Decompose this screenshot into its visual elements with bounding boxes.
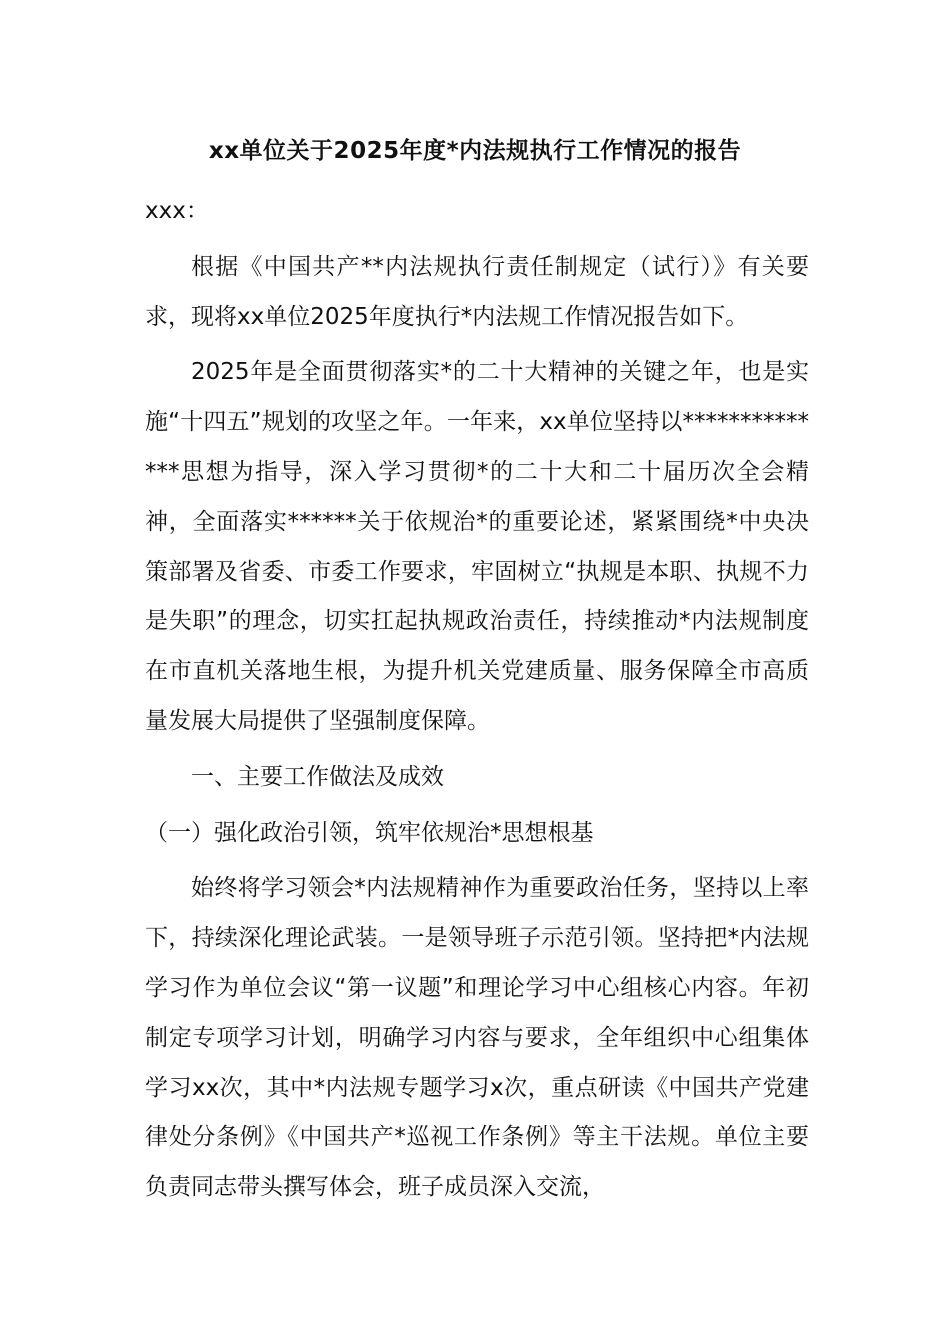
- paragraph-subsection: 始终将学习领会*内法规精神作为重要政治任务，坚持以上率下，持续深化理论武装。一是领导班子示范引领。坚持把*内法规学习作为单位会议“第一议题”和理论学习中心组核心内容。年初制定专项学习计划，明确学习内容与要求，全年组织中心组集体学习xx次，其中*内法规专题学习x次，重点研读《中国共产党建律处分条例》《中国共产*巡视工作条例》等主干法规。单位主要负责同志带头撰写体会，班子成员深入交流，: [145, 875, 809, 1201]
- document-body: [145, 187, 809, 1219]
- salutation: xxx：: [145, 198, 209, 224]
- section-heading: 一、主要工作做法及成效: [191, 763, 444, 790]
- paragraph-overview: 2025年是全面贯彻落实*的二十大精神的关键之年，也是实施“十四五”规划的攻坚之年。一年来，xx单位坚持以**************思想为指导，深入学习贯彻*的二十大和二十届历次全会精神，全面落实******关于依规治*的重要论述，紧紧围绕*中央决策部署及省委、市委工作要求，牢固树立“执规是本职、执规不力是失职”的理念，切实扛起执规政治责任，持续推动*内法规制度在市直机关落地生根，为提升机关党建质量、服务保障全市高质量发展大局提供了坚强制度保障。: [145, 359, 809, 734]
- document-title: xx单位关于2025年度*内法规执行工作情况的报告: [208, 138, 742, 164]
- subsection-heading: （一）强化政治引领，筑牢依规治*思想根基: [145, 819, 594, 846]
- paragraph-intro: 根据《中国共产**内法规执行责任制规定（试行）》有关要求，现将xx单位2025年度执行*内法规工作情况报告如下。: [145, 253, 809, 330]
